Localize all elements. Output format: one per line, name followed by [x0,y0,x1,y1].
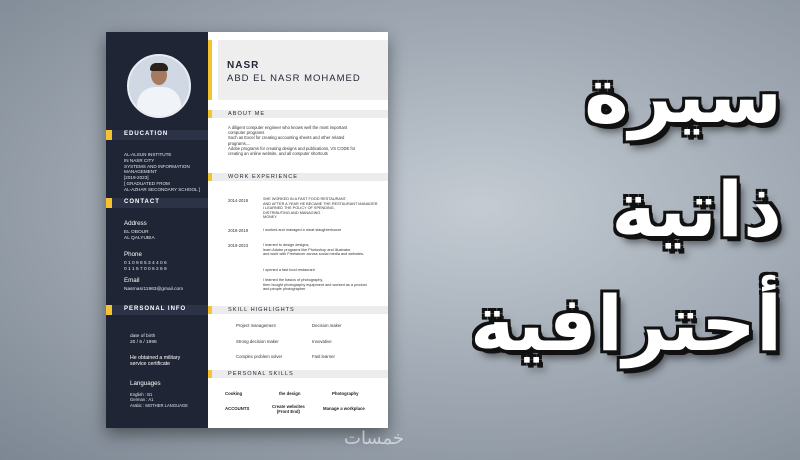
personal-skill-item: the design [279,391,301,396]
contact-heading-bar [106,198,208,208]
personal-skill-item: Photography [332,391,359,396]
resume-document [106,32,388,428]
experience-text: I worked and managed a meat slaughterhouse [263,228,342,232]
skill-highlights-heading: SKILL HIGHLIGHTS [228,306,295,313]
education-heading: EDUCATION [124,131,169,137]
resume-sidebar [106,32,208,428]
about-text: A diligent computer engineer who knows well the most important computer programs Such as Excel for creating accounting sheets and other related programs.... Adobe programs for creating designs and publications, VS CODE for creating an online website, and all computer shortcuts [228,125,356,157]
experience-heading: WORK EXPERIENCE [228,173,299,180]
address-value: EL OBOUR AL QALYUBIA [124,230,155,241]
skill-item: Innovative [312,339,332,344]
resume-main [208,32,388,428]
experience-year: 2018-2019 [228,228,249,233]
personal-skill-item: ACCOUNTS [225,406,250,411]
personal-skill-item: Cooking [225,391,243,396]
headline-line-1: سيرة [584,51,782,140]
military-certificate: He obtained a military service certificate [130,355,181,367]
headline-line-2: ذاتية [611,165,782,254]
skill-item: Fast learner [312,354,335,359]
personal-info-heading-bar [106,305,208,315]
date-of-birth: date of birth 20 / 6 / 1998 [130,334,157,345]
languages-label: Languages [130,380,161,387]
last-name: ABD EL NASR MOHAMED [227,73,361,84]
first-name: NASR [227,60,260,71]
experience-year: 2019-2023 [228,243,249,248]
experience-text: I opened a fast food restaurant [263,268,315,272]
about-heading: ABOUT ME [228,110,266,117]
experience-text: I learned the basics of photography, then bought photography equipment and worked as a product and people photographer [263,278,367,292]
personal-skills-heading-bar [212,370,388,378]
personal-info-heading: PERSONAL INFO [124,306,187,312]
skill-item: Decision maker [312,323,342,328]
about-heading-bar [212,110,388,118]
profile-photo [127,54,191,118]
languages-list: English : B1 German : A1 Arabic : MOTHER LANGUAGE [130,392,188,408]
experience-heading-bar [212,173,388,181]
skill-highlights-heading-bar [212,306,388,314]
skill-item: Strong decision maker [236,339,279,344]
phone-label: Phone [124,251,142,258]
contact-heading: CONTACT [124,199,160,205]
headline-line-3: أحترافية [469,279,782,368]
address-label: Address [124,220,147,227]
email-label: Email [124,277,140,284]
experience-text: SHE WORKED IN A FAST FOOD RESTAURANT, AND AFTER A YEAR HE BECAME THE RESTAURANT MANAGER I LEARNED THE POLICY OF SPENDING, DISTRIBUTING AND MANAGING MONEY [263,197,378,220]
personal-skills-heading: PERSONAL SKILLS [228,370,294,377]
education-heading-bar [106,130,208,140]
personal-skill-item: Create websites (Front End) [272,404,305,414]
email-value: Nasrnasr11963@gmail.com [124,287,184,292]
skill-item: Project management [236,323,276,328]
experience-text: I learned to design designs, learn Adobe programs like Photoshop and Illustrator, and work with Freelancer across social media and websites. [263,243,365,257]
education-text: AL-ALSUN INSTITUTE IN NASR CITY SYSTEMS AND INFORMATION MANAGEMENT [2019-2023] [ GRADUATED FROM AL-AZHAR SECONDARY SCHOOL ] [124,152,200,192]
personal-skill-item: Manage a workplace [323,406,365,411]
watermark-logo: خمسات [344,428,405,449]
skill-item: Complex problem solver [236,354,283,359]
experience-year: 2014-2018 [228,198,249,203]
phone-value: 0 1 0 9 8 5 3 4 4 0 6 0 1 1 5 7 0 0 6 2 6 9 [124,261,167,272]
